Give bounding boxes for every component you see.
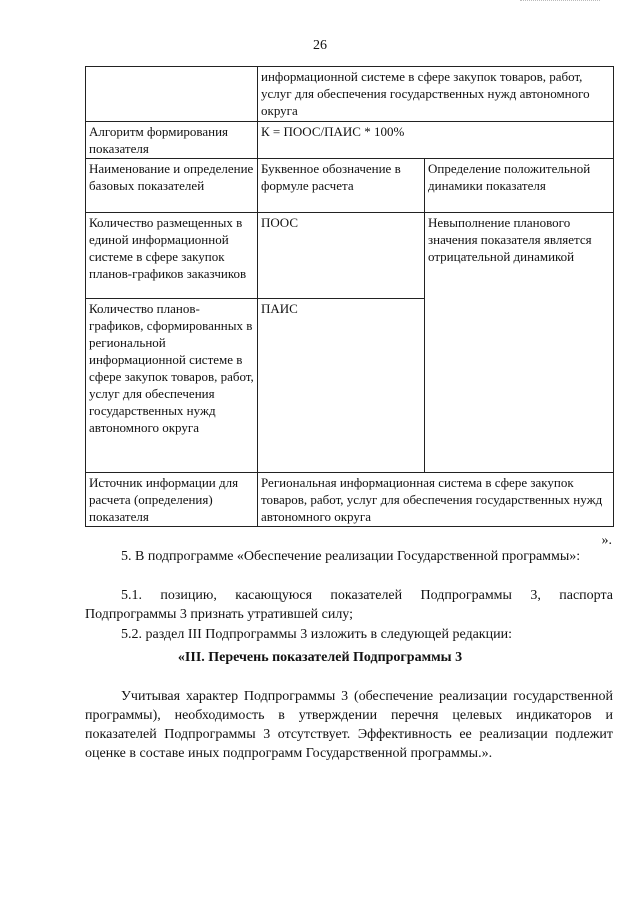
- table-cell-system-description: информационной системе в сфере закупок товаров, работ, услуг для обеспечения государственных нужд автономного округа: [258, 67, 614, 122]
- table-row: [86, 473, 614, 527]
- table-cell-pos-symbol: ПООС: [258, 213, 425, 299]
- closing-quote: ».: [601, 533, 612, 548]
- table-row: [86, 213, 614, 299]
- section-heading: «III. Перечень показателей Подпрограммы 3: [177, 650, 463, 665]
- table-cell-dynamics-description: Невыполнение планового значения показателя является отрицательной динамикой: [425, 213, 614, 473]
- paragraph-item-5: 5. В подпрограмме «Обеспечение реализации Государственной программы»:: [121, 549, 581, 564]
- table-row: [86, 67, 614, 122]
- table-cell-pos-description: Количество размещенных в единой информационной системе в сфере закупок планов-графиков заказчиков: [86, 213, 258, 299]
- table-cell-pais-description: Количество планов-графиков, сформированных в региональной информационной системе в сфере закупок товаров, работ, услуг для обеспечения государственных нужд автономного округа: [86, 299, 258, 473]
- table-cell-source-value: Региональная информационная система в сфере закупок товаров, работ, услуг для обеспечения государственных нужд автономного округа: [258, 473, 614, 527]
- paragraph-item-5-1: 5.1. позицию, касающуюся показателей Подпрограммы 3, паспорта Подпрограммы 3 признать утратившей силу;: [85, 588, 613, 622]
- page-number: 26: [313, 38, 327, 53]
- table-cell-letter-designation-header: Буквенное обозначение в формуле расчета: [258, 159, 425, 213]
- indicator-table: [85, 66, 614, 527]
- table-cell-pais-symbol: ПАИС: [258, 299, 425, 473]
- table-cell-base-indicators-header: Наименование и определение базовых показателей: [86, 159, 258, 213]
- table-cell-empty: [86, 67, 258, 122]
- paragraph-item-5-2: 5.2. раздел III Подпрограммы 3 изложить в следующей редакции:: [121, 627, 512, 642]
- table-row: [86, 159, 614, 213]
- table-cell-positive-dynamics-header: Определение положительной динамики показателя: [425, 159, 614, 213]
- body-paragraph: Учитывая характер Подпрограммы 3 (обеспечение реализации государственной программы), необходимость в утверждении перечня целевых индикаторов и показателей Подпрограммы 3 отсутствует. Эффективность ее реализации подлежит оценке в составе иных подпрограмм Государственной программы.».: [85, 689, 613, 761]
- table-row: [86, 122, 614, 159]
- table-cell-algorithm-label: Алгоритм формирования показателя: [86, 122, 258, 159]
- scan-mark: [520, 0, 600, 3]
- table-cell-formula: К = ПООС/ПАИС * 100%: [258, 122, 614, 159]
- table-cell-source-label: Источник информации для расчета (определения) показателя: [86, 473, 258, 527]
